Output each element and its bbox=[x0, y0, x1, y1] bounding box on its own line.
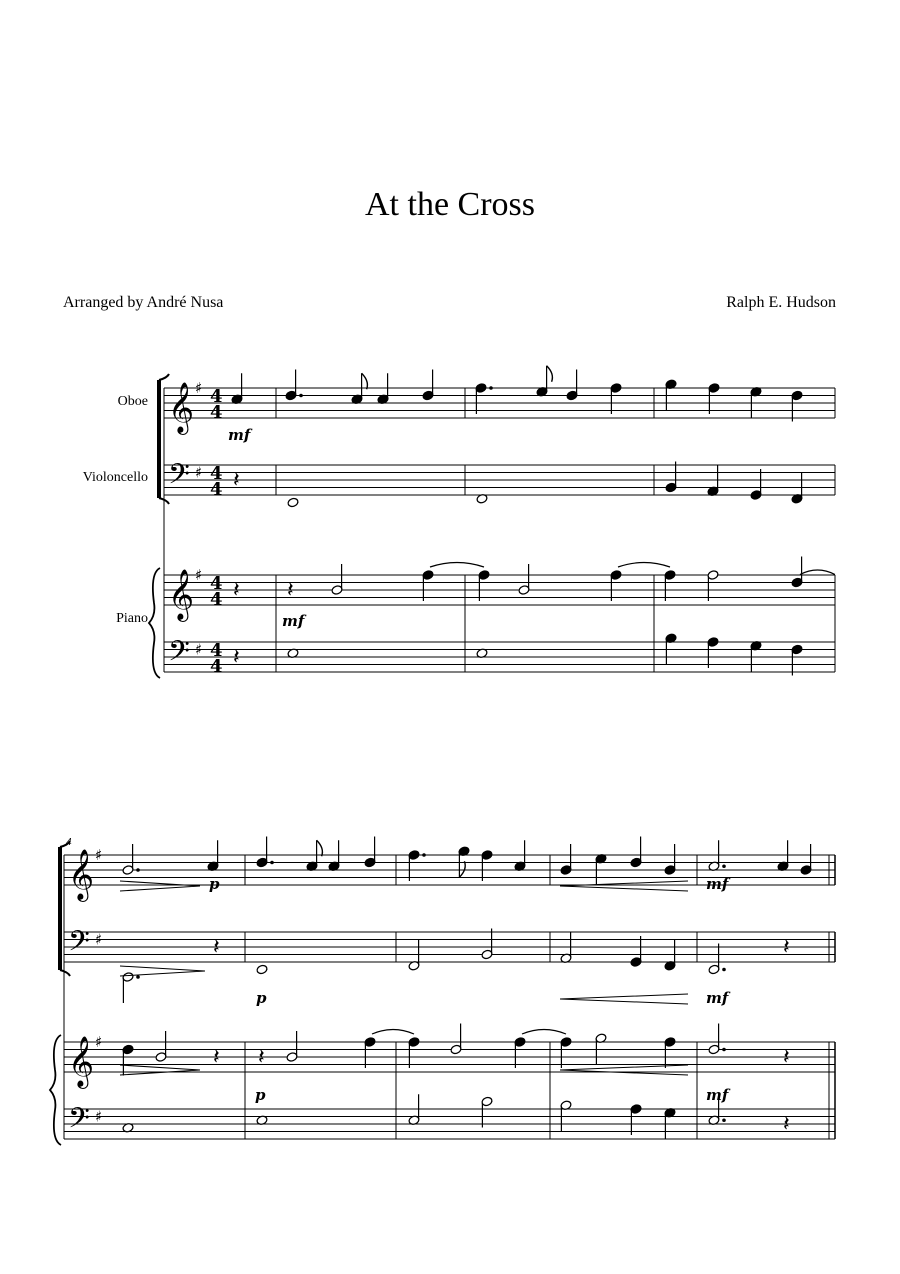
time-signature-top: 4 bbox=[210, 463, 223, 484]
instrument-label-piano: Piano bbox=[116, 611, 148, 626]
dynamic-mf: mf bbox=[706, 989, 729, 1007]
note-flag bbox=[317, 840, 323, 856]
diminuendo-hairpin bbox=[120, 1065, 200, 1075]
time-signature-top: 4 bbox=[210, 573, 223, 594]
time-signature-bottom: 4 bbox=[210, 589, 223, 610]
instrument-label-cello: Violoncello bbox=[82, 470, 148, 485]
treble-clef-icon: 𝄞 bbox=[68, 849, 95, 900]
time-signature-top: 4 bbox=[210, 640, 223, 661]
treble-clef-icon: 𝄞 bbox=[68, 1036, 95, 1087]
dynamic-mf: mf bbox=[706, 1086, 729, 1104]
diminuendo-hairpin bbox=[120, 881, 200, 891]
note-dot bbox=[299, 394, 303, 398]
bracket-hook bbox=[60, 970, 70, 976]
note-dot bbox=[422, 853, 426, 857]
tie bbox=[800, 570, 835, 575]
sharp-icon: ♯ bbox=[95, 1033, 103, 1051]
treble-clef-icon: 𝄞 bbox=[168, 569, 195, 620]
measure-number: 4 bbox=[66, 836, 72, 848]
bass-clef-icon: 𝄢 bbox=[168, 458, 190, 498]
time-signature-bottom: 4 bbox=[210, 479, 223, 500]
quarter-rest-icon: 𝄽 bbox=[783, 1112, 790, 1137]
bracket-hook bbox=[159, 374, 169, 380]
dynamic-mf: mf bbox=[282, 612, 305, 630]
sharp-icon: ♯ bbox=[95, 846, 103, 864]
sharp-icon: ♯ bbox=[95, 930, 103, 949]
note-dot bbox=[136, 868, 140, 872]
quarter-rest-icon: 𝄽 bbox=[233, 578, 240, 603]
crescendo-hairpin bbox=[560, 994, 688, 1004]
crescendo-hairpin bbox=[560, 1065, 688, 1075]
quarter-rest-icon: 𝄽 bbox=[213, 935, 220, 960]
note-head bbox=[256, 964, 268, 975]
time-signature-bottom: 4 bbox=[210, 402, 223, 423]
quarter-rest-icon: 𝄽 bbox=[213, 1045, 220, 1070]
sharp-icon: ♯ bbox=[195, 566, 203, 584]
system-1 bbox=[149, 366, 835, 678]
arranger-credit: Arranged by André Nusa bbox=[63, 294, 224, 311]
tie bbox=[372, 1030, 414, 1035]
time-signature-bottom: 4 bbox=[210, 656, 223, 677]
note-dot bbox=[722, 1118, 726, 1122]
bass-clef-icon: 𝄢 bbox=[168, 635, 190, 675]
dynamic-p: p bbox=[256, 989, 267, 1007]
note-head bbox=[287, 497, 299, 508]
quarter-rest-icon: 𝄽 bbox=[783, 1045, 790, 1070]
sharp-icon: ♯ bbox=[195, 463, 203, 482]
bracket-hook bbox=[60, 841, 70, 847]
time-signature-top: 4 bbox=[210, 386, 223, 407]
instrument-label-oboe: Oboe bbox=[117, 394, 148, 409]
note-dot bbox=[136, 975, 140, 979]
note-flag bbox=[362, 373, 368, 389]
note-dot bbox=[722, 968, 726, 972]
sharp-icon: ♯ bbox=[195, 640, 203, 659]
system-2 bbox=[50, 837, 835, 1146]
crescendo-hairpin bbox=[560, 881, 688, 891]
note-flag bbox=[547, 366, 553, 382]
composer-credit: Ralph E. Hudson bbox=[726, 294, 836, 311]
note-dot bbox=[270, 861, 274, 865]
quarter-rest-icon: 𝄽 bbox=[233, 645, 240, 670]
treble-clef-icon: 𝄞 bbox=[168, 382, 195, 433]
note-flag bbox=[459, 861, 465, 877]
dynamic-mf: mf bbox=[228, 426, 251, 444]
dynamic-p: p bbox=[209, 875, 220, 893]
tie bbox=[618, 563, 670, 568]
note-dot bbox=[489, 386, 493, 390]
note-dot bbox=[722, 1048, 726, 1052]
bass-clef-icon: 𝄢 bbox=[68, 925, 90, 965]
quarter-rest-icon: 𝄽 bbox=[258, 1045, 265, 1070]
quarter-rest-icon: 𝄽 bbox=[287, 578, 294, 603]
sharp-icon: ♯ bbox=[195, 379, 203, 397]
piano-brace bbox=[149, 568, 160, 678]
bass-clef-icon: 𝄢 bbox=[68, 1102, 90, 1142]
note-dot bbox=[722, 864, 726, 868]
page-title: At the Cross bbox=[365, 186, 535, 223]
dynamic-p: p bbox=[255, 1086, 266, 1104]
piano-brace bbox=[50, 1035, 61, 1145]
tie bbox=[522, 1030, 566, 1035]
quarter-rest-icon: 𝄽 bbox=[783, 935, 790, 960]
quarter-rest-icon: 𝄽 bbox=[233, 468, 240, 493]
sharp-icon: ♯ bbox=[95, 1107, 103, 1126]
dynamic-mf: mf bbox=[706, 875, 729, 893]
tie bbox=[430, 563, 484, 568]
